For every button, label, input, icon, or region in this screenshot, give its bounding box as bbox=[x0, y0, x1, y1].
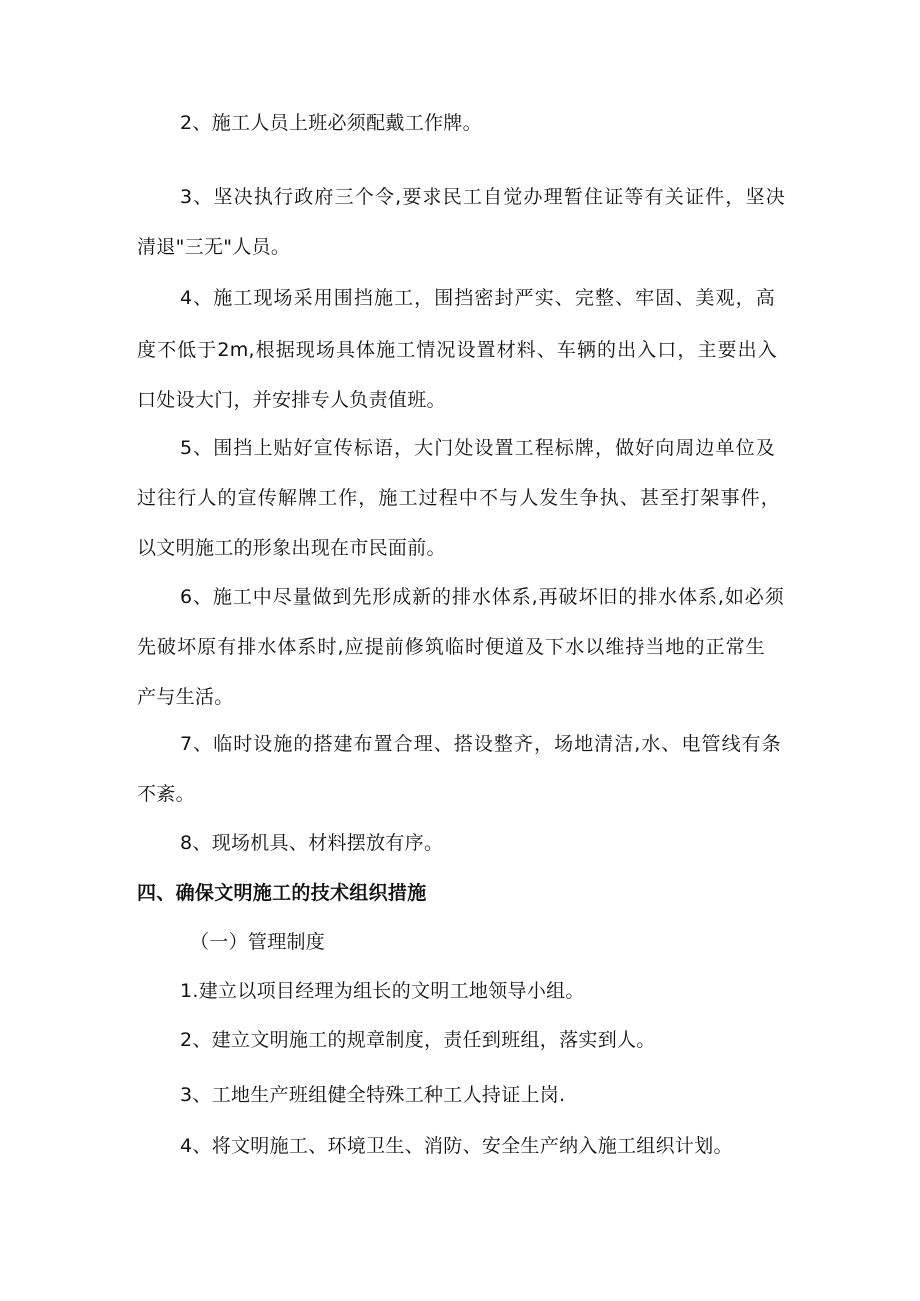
item-6-line-2: 先破坏原有排水体系时,应提前修筑临时便道及下水以维持当地的正常生 bbox=[137, 636, 765, 658]
item-4-line-2: 度不低于2m,根据现场具体施工情况设置材料、车辆的出入口，主要出入 bbox=[137, 339, 777, 361]
item-6-line-3: 产与生活。 bbox=[137, 686, 234, 708]
section-heading: 四、确保文明施工的技术组织措施 bbox=[137, 882, 427, 904]
item-6-line-1: 6、施工中尽量做到先形成新的排水体系,再破坏旧的排水体系,如必须 bbox=[180, 586, 784, 608]
sub-item-4: 4、将文明施工、环境卫生、消防、安全生产纳入施工组织计划。 bbox=[180, 1135, 733, 1157]
item-5-line-2: 过往行人的宣传解牌工作，施工过程中不与人发生争执、甚至打架事件， bbox=[137, 487, 780, 509]
item-8-line-1: 8、现场机具、材料摆放有序。 bbox=[180, 832, 444, 854]
sub-item-3: 3、工地生产班组健全特殊工种工人持证上岗. bbox=[180, 1084, 566, 1106]
item-3-line-1: 3、坚决执行政府三个令,要求民工自觉办理暂住证等有关证件，坚决 bbox=[180, 186, 785, 208]
item-4-line-3: 口处设大门，并安排专人负责值班。 bbox=[137, 389, 446, 411]
item-2-line-1: 2、施工人员上班必须配戴工作牌。 bbox=[180, 112, 482, 134]
item-4-line-1: 4、施工现场采用围挡施工，围挡密封严实、完整、牢固、美观，高 bbox=[180, 287, 775, 309]
item-5-line-1: 5、围挡上贴好宣传标语，大门处设置工程标牌，做好向周边单位及 bbox=[180, 437, 775, 459]
item-5-line-3: 以文明施工的形象出现在市民面前。 bbox=[137, 537, 446, 559]
sub-item-1: 1.建立以项目经理为组长的文明工地领导小组。 bbox=[180, 980, 585, 1002]
item-7-line-2: 不紊。 bbox=[137, 783, 195, 805]
sub-item-2: 2、建立文明施工的规章制度，责任到班组，落实到人。 bbox=[180, 1029, 656, 1051]
subsection-heading: （一）管理制度 bbox=[190, 931, 326, 953]
item-3-line-2: 清退"三无"人员。 bbox=[137, 236, 291, 258]
item-7-line-1: 7、临时设施的搭建布置合理、搭设整齐，场地清洁,水、电管线有条 bbox=[180, 733, 781, 755]
